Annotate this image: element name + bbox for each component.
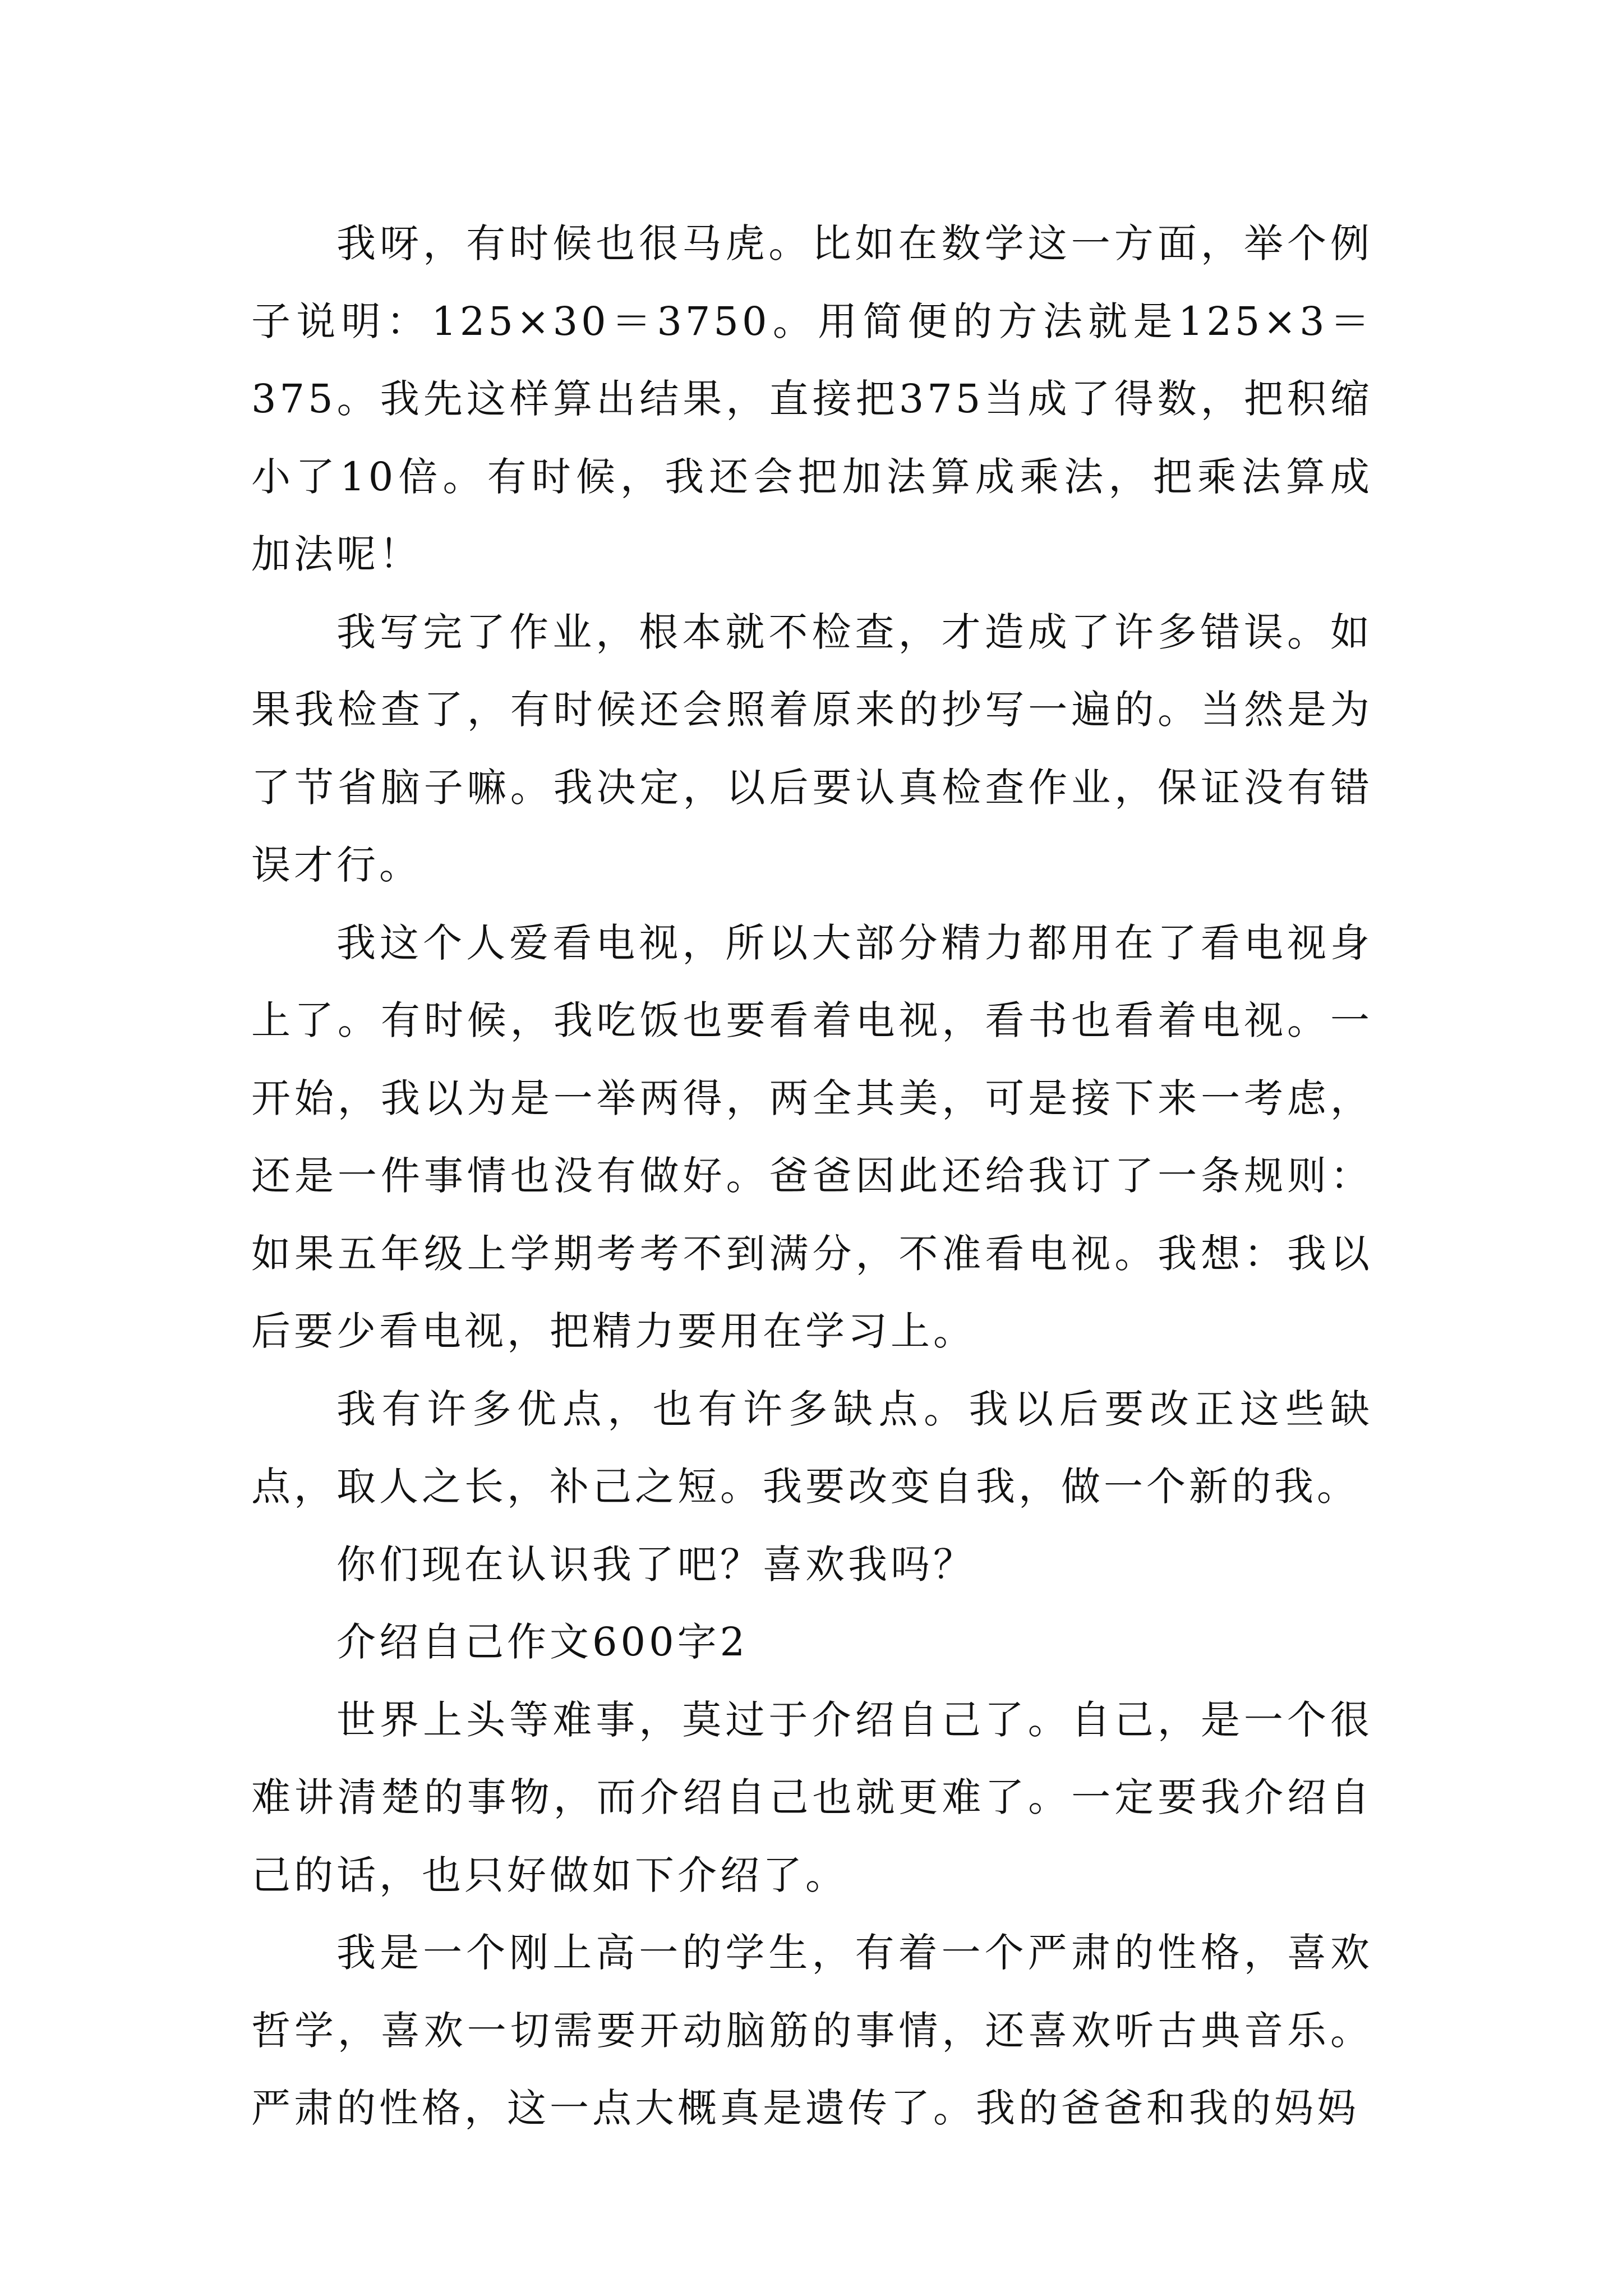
- paragraph-carelessness: 我呀，有时候也很马虎。比如在数学这一方面，举个例子说明：125×30＝3750。用简便的方法就是125×3＝375。我先这样算出结果，直接把375当成了得数，把积缩小了10倍。有时候，我还会把加法算成乘法，把乘法算成加法呢！: [251, 220, 1373, 577]
- paragraph-personality: 我是一个刚上高一的学生，有着一个严肃的性格，喜欢哲学，喜欢一切需要开动脑筋的事情，还喜欢听古典音乐。严肃的性格，这一点大概真是遗传了。我的爸爸和我的妈妈: [251, 1930, 1373, 2131]
- paragraph-introduction: 世界上头等难事，莫过于介绍自己了。自己，是一个很难讲清楚的事物，而介绍自己也就更难了。一定要我介绍自己的话，也只好做如下介绍了。: [251, 1696, 1373, 1898]
- document-body: [251, 205, 1373, 2147]
- paragraph-strengths-weaknesses: 我有许多优点，也有许多缺点。我以后要改正这些缺点，取人之长，补己之短。我要改变自我，做一个新的我。: [251, 1386, 1373, 1510]
- paragraph-television: 我这个人爱看电视，所以大部分精力都用在了看电视身上了。有时候，我吃饭也要看着电视，看书也看着电视。一开始，我以为是一举两得，两全其美，可是接下来一考虑，还是一件事情也没有做好。爸爸因此还给我订了一条规则：如果五年级上学期考考不到满分，不准看电视。我想：我以后要少看电视，把精力要用在学习上。: [251, 919, 1373, 1354]
- paragraph-question: 你们现在认识我了吧？喜欢我吗？: [336, 1541, 976, 1588]
- essay-heading: 介绍自己作文600字2: [336, 1619, 749, 1665]
- paragraph-homework-check: 我写完了作业，根本就不检查，才造成了许多错误。如果我检查了，有时候还会照着原来的抄写一遍的。当然是为了节省脑子嘛。我决定，以后要认真检查作业，保证没有错误才行。: [251, 609, 1373, 888]
